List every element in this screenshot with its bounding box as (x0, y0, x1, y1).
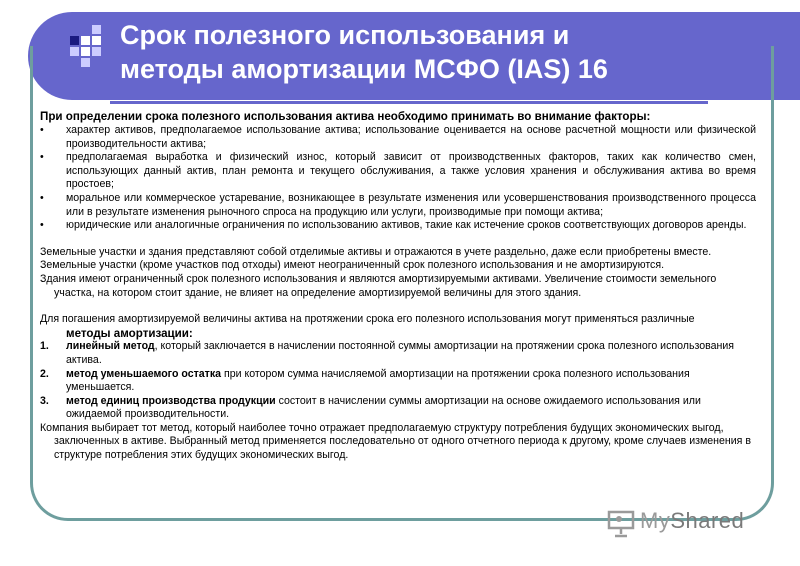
list-item: 2. метод уменьшаемого остатка при котором сумма начисляемой амортизации на протяжении срока полезного использования уменьшается. (40, 367, 690, 394)
methods-list (40, 340, 756, 422)
watermark-text: MyShared (640, 508, 745, 533)
title-line-2: методы амортизации МСФО (IAS) 16 (120, 54, 608, 84)
method-text: , который заключается в начислении постоянной суммы амортизации на протяжении срока полезного использования актива. (66, 340, 735, 366)
myshared-logo (606, 506, 766, 542)
methods-intro: Для погашения амортизируемой величины актива на протяжении срока его полезного использования могут применяться различные (40, 313, 695, 326)
methods-title: методы амортизации: (66, 326, 193, 340)
content-body (40, 110, 756, 463)
list-item: • характер активов, предполагаемое использование актива; использование оценивается на основе расчетной мощности или физической производительности актива; (40, 124, 756, 151)
factors-list (40, 124, 756, 233)
method-text: состоит в начислении суммы амортизации на основе ожидаемого использования или ожидаемой производительности. (66, 394, 701, 421)
land-paragraph: Здания имеют ограниченный срок полезного использования и являются амортизируемыми активами. Увеличение стоимости земельного участка, на котором стоит здание, не влияет на определение амортизируемой величины для этого здания. (40, 272, 717, 299)
land-paragraph: Земельные участки (кроме участков под отходы) имеют неограниченный срок полезного использования и не амортизируются. (40, 259, 665, 272)
list-item: • юридические или аналогичные ограничения по использованию активов, такие как истечение сроков соответствующих договоров аренды. (40, 219, 756, 233)
list-item: • моральное или коммерческое устаревание, возникающее в результате изменения или усовершенствования производственного процесса или в результате изменения рыночного спроса на продукцию или услуги, производимые при помощи актива; (40, 192, 756, 219)
method-name: метод единиц производства продукции (66, 394, 276, 407)
presentation-icon (606, 508, 636, 538)
land-paragraph: Земельные участки и здания представляют собой отделимые активы и отражаются в учете раздельно, даже если приобретены вместе. (40, 245, 712, 258)
method-name: линейный метод (66, 340, 155, 353)
list-item: 3. метод единиц производства продукции состоит в начислении суммы амортизации на основе ожидаемого использования или ожидаемой производительности. (40, 394, 701, 421)
conclusion: Компания выбирает тот метод, который наиболее точно отражает предполагаемую структуру потребления будущих экономических выгод, заключенных в активе. Выбранный метод применяется последовательно от одного отчетного периода к другому, кроме случаев изменения в структуре потребления этих будущих экономических выгод. (40, 421, 751, 462)
list-item: • предполагаемая выработка и физический износ, который зависит от производственных факторов, таких как количество смен, использующих данный актив, план ремонта и текущего обслуживания, а также условия хранения и обслуживания актива во время простоев; (40, 151, 756, 192)
method-text: при котором сумма начисляемой амортизации на протяжении срока полезного использования уменьшается. (66, 367, 690, 394)
list-item: 1. линейный метод, который заключается в начислении постоянной суммы амортизации на протяжении срока полезного использования актива. (40, 340, 735, 366)
factors-lead: При определении срока полезного использования актива необходимо принимать во внимание факторы: (40, 110, 651, 123)
method-name: метод уменьшаемого остатка (66, 367, 222, 380)
title-line-1: Срок полезного использования и (120, 20, 570, 50)
